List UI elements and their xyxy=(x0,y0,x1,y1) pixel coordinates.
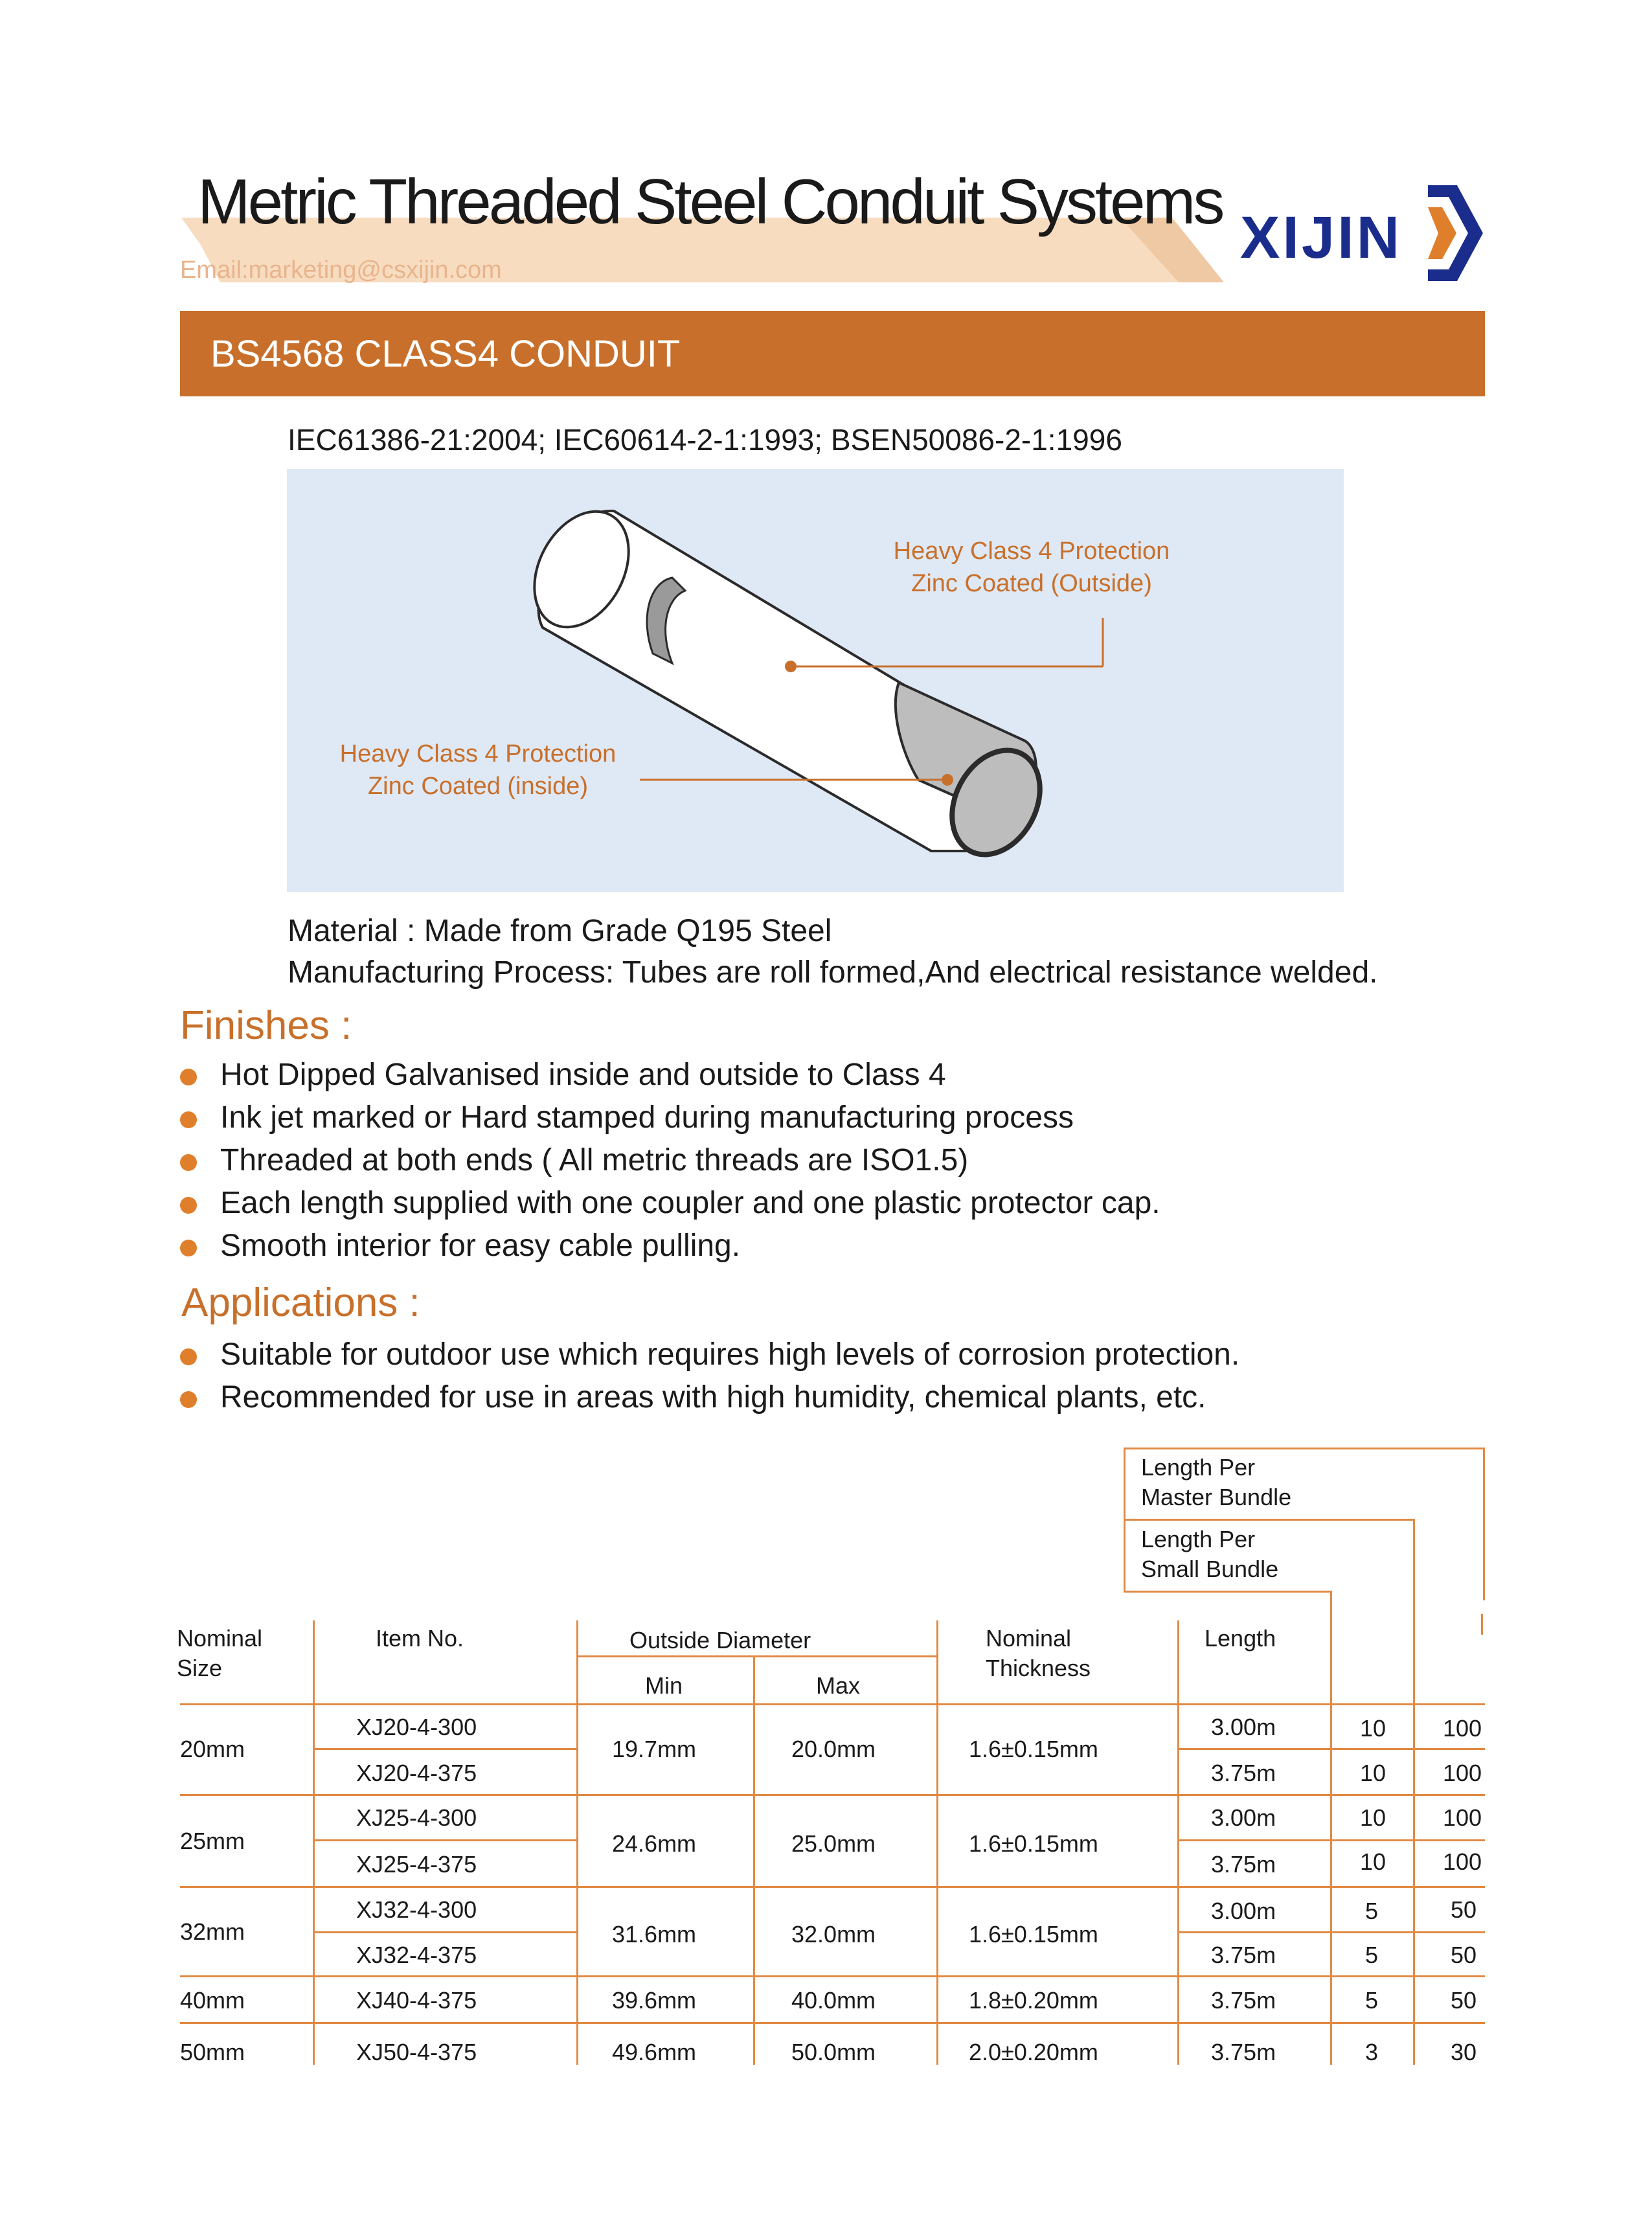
min-cell: 19.7mm xyxy=(612,1736,697,1762)
thickness-cell: 1.8±0.20mm xyxy=(969,1987,1098,2014)
item-cell: XJ40-4-375 xyxy=(356,1987,477,2014)
size-cell: 20mm xyxy=(180,1736,245,1762)
max-header: Max xyxy=(816,1672,861,1699)
nominal-size-header xyxy=(177,1624,262,1683)
material-line: Material : Made from Grade Q195 Steel xyxy=(288,914,832,948)
bullet-dot-icon xyxy=(180,1197,197,1214)
nominal-size-header-line1: Nominal xyxy=(177,1625,263,1652)
small-header-line2: Small Bundle xyxy=(1141,1556,1279,1582)
page-title: Metric Threaded Steel Conduit Systems xyxy=(198,166,1223,237)
outside-label-line1: Heavy Class 4 Protection xyxy=(893,538,1170,565)
bullet-dot-icon xyxy=(180,1391,197,1408)
master-bundle-cell: 50 xyxy=(1451,1896,1477,1923)
master-bundle-cell: 100 xyxy=(1443,1804,1482,1831)
small-bundle-cell: 10 xyxy=(1360,1848,1386,1875)
small-bundle-cell: 3 xyxy=(1365,2039,1379,2065)
outside-diameter-header: Outside Diameter xyxy=(629,1627,811,1653)
item-cell: XJ32-4-375 xyxy=(356,1942,477,1968)
size-cell: 32mm xyxy=(180,1918,245,1945)
max-cell: 50.0mm xyxy=(791,2039,876,2065)
length-cell: 3.00m xyxy=(1211,1714,1276,1740)
small-bundle-cell: 5 xyxy=(1365,1942,1379,1968)
list-item-text: Threaded at both ends ( All metric threads are ISO1.5) xyxy=(220,1143,969,1177)
inside-label-line1: Heavy Class 4 Protection xyxy=(339,740,617,767)
list-item-text: Hot Dipped Galvanised inside and outside to Class 4 xyxy=(220,1058,946,1092)
xijin-logo xyxy=(1234,175,1486,291)
process-line: Manufacturing Process: Tubes are roll formed,And electrical resistance welded. xyxy=(288,955,1378,990)
inside-coating-label xyxy=(319,738,637,802)
master-bundle-cell: 100 xyxy=(1443,1715,1482,1742)
inside-label-line2: Zinc Coated (inside) xyxy=(367,773,589,800)
list-item-text: Smooth interior for easy cable pulling. xyxy=(220,1229,741,1263)
item-cell: XJ25-4-300 xyxy=(356,1804,477,1831)
small-header-line1: Length Per xyxy=(1141,1526,1256,1552)
length-cell: 3.00m xyxy=(1211,1898,1276,1924)
finishes-heading: Finishes : xyxy=(180,1003,352,1048)
master-bundle-cell: 50 xyxy=(1451,1987,1477,2014)
bullet-dot-icon xyxy=(180,1240,197,1256)
length-cell: 3.75m xyxy=(1211,1987,1276,2014)
length-cell: 3.00m xyxy=(1211,1804,1276,1831)
master-bundle-header xyxy=(1141,1453,1291,1512)
max-cell: 32.0mm xyxy=(791,1921,876,1948)
item-cell: XJ20-4-375 xyxy=(356,1760,477,1786)
max-cell: 25.0mm xyxy=(791,1830,876,1857)
svg-text:XIJIN: XIJIN xyxy=(1240,205,1403,271)
small-bundle-header xyxy=(1141,1525,1278,1584)
max-cell: 20.0mm xyxy=(791,1736,876,1762)
banner-title: BS4568 CLASS4 CONDUIT xyxy=(210,333,681,375)
outside-coating-label xyxy=(873,535,1190,600)
bullet-dot-icon xyxy=(180,1111,197,1128)
master-bundle-cell: 100 xyxy=(1443,1848,1482,1875)
min-cell: 24.6mm xyxy=(612,1830,697,1857)
master-bundle-cell: 50 xyxy=(1451,1942,1477,1968)
thickness-header xyxy=(986,1624,1091,1683)
size-cell: 40mm xyxy=(180,1987,245,2014)
min-cell: 39.6mm xyxy=(612,1987,697,2014)
bullet-dot-icon xyxy=(180,1154,197,1171)
length-cell: 3.75m xyxy=(1211,1942,1276,1968)
applications-heading: Applications : xyxy=(181,1280,420,1325)
list-item-text: Ink jet marked or Hard stamped during manufacturing process xyxy=(220,1100,1074,1135)
thickness-cell: 2.0±0.20mm xyxy=(969,2039,1098,2065)
item-cell: XJ20-4-300 xyxy=(356,1714,477,1740)
master-bundle-cell: 100 xyxy=(1443,1760,1482,1786)
master-header-line1: Length Per xyxy=(1141,1454,1256,1481)
thickness-header-line1: Nominal xyxy=(986,1625,1072,1652)
bullet-dot-icon xyxy=(180,1348,197,1365)
small-bundle-cell: 5 xyxy=(1365,1987,1379,2014)
min-cell: 49.6mm xyxy=(612,2039,697,2065)
item-cell: XJ32-4-300 xyxy=(356,1896,477,1923)
list-item-text: Recommended for use in areas with high humidity, chemical plants, etc. xyxy=(220,1380,1206,1414)
email-address[interactable]: Email:marketing@csxijin.com xyxy=(180,256,502,284)
outside-label-line2: Zinc Coated (Outside) xyxy=(911,570,1152,597)
size-cell: 25mm xyxy=(180,1828,245,1854)
small-bundle-cell: 5 xyxy=(1365,1898,1379,1924)
item-cell: XJ25-4-375 xyxy=(356,1851,477,1878)
master-header-line2: Master Bundle xyxy=(1141,1484,1292,1510)
small-bundle-cell: 10 xyxy=(1360,1715,1386,1742)
standards-line: IEC61386-21:2004; IEC60614-2-1:1993; BSEN50086-2-1:1996 xyxy=(288,423,1122,457)
max-cell: 40.0mm xyxy=(791,1987,876,2014)
list-item-text: Suitable for outdoor use which requires high levels of corrosion protection. xyxy=(220,1337,1240,1372)
small-bundle-cell: 10 xyxy=(1360,1760,1386,1786)
list-item-text: Each length supplied with one coupler and one plastic protector cap. xyxy=(220,1186,1160,1220)
item-no-header: Item No. xyxy=(376,1625,464,1652)
min-cell: 31.6mm xyxy=(612,1921,697,1948)
thickness-cell: 1.6±0.15mm xyxy=(969,1830,1098,1857)
conduit-drawing xyxy=(287,469,1344,892)
item-cell: XJ50-4-375 xyxy=(356,2039,477,2065)
length-header: Length xyxy=(1205,1625,1276,1652)
length-cell: 3.75m xyxy=(1211,2039,1276,2065)
small-bundle-cell: 10 xyxy=(1360,1804,1386,1831)
length-cell: 3.75m xyxy=(1211,1851,1276,1878)
conduit-illustration xyxy=(287,469,1344,892)
bullet-dot-icon xyxy=(180,1069,197,1085)
size-cell: 50mm xyxy=(180,2039,245,2065)
thickness-cell: 1.6±0.15mm xyxy=(969,1736,1098,1762)
master-bundle-cell: 30 xyxy=(1451,2039,1477,2065)
thickness-header-line2: Thickness xyxy=(986,1655,1091,1681)
min-header: Min xyxy=(645,1672,683,1699)
thickness-cell: 1.6±0.15mm xyxy=(969,1921,1098,1948)
length-cell: 3.75m xyxy=(1211,1760,1276,1786)
nominal-size-header-line2: Size xyxy=(177,1655,223,1681)
